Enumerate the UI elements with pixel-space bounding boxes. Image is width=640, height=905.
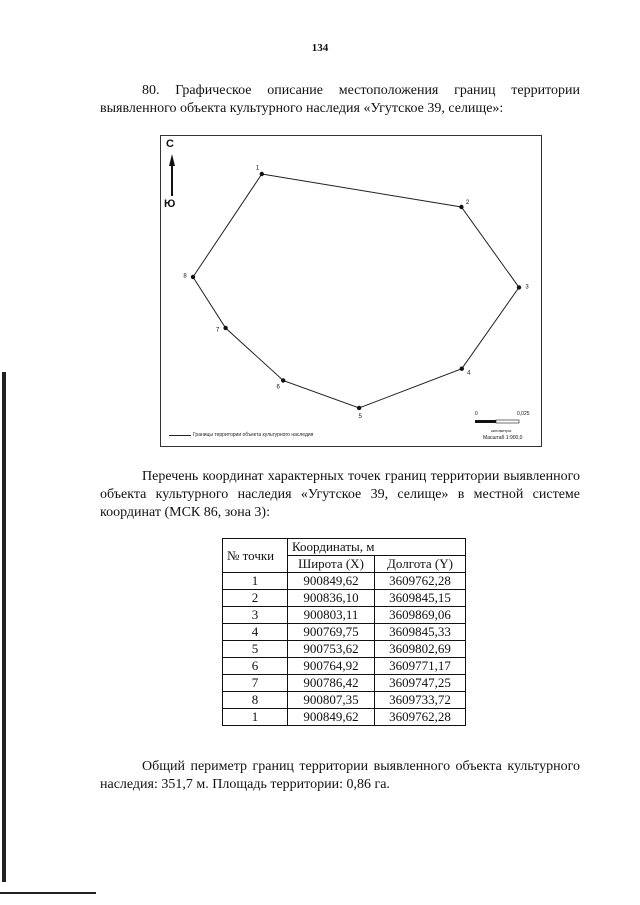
legend-text: Границы территории объекта культурного наследия	[193, 432, 314, 438]
table-row	[223, 709, 466, 726]
table-row	[223, 590, 466, 607]
cell-lon: 3609762,28	[375, 573, 466, 590]
boundary-point-1	[260, 172, 264, 176]
cell-lat: 900753,62	[288, 641, 375, 658]
cell-lon: 3609845,15	[375, 590, 466, 607]
cell-point: 4	[223, 624, 288, 641]
cell-lon: 3609747,25	[375, 675, 466, 692]
scale-end-label: 0,025	[517, 411, 530, 417]
col-header-lon: Долгота (Y)	[375, 556, 466, 573]
scale-bar-light	[496, 420, 519, 423]
coordinates-list-heading: Перечень координат характерных точек границ территории выявленного объекта культурного наследия «Угутское 39, селище» в местной системе координат (МСК 86, зона 3):	[100, 469, 580, 520]
boundary-point-label: 5	[358, 413, 362, 420]
scan-artifact-bottom-line	[0, 892, 96, 894]
table-row	[223, 573, 466, 590]
cell-point: 1	[223, 573, 288, 590]
cell-lon: 3609762,28	[375, 709, 466, 726]
cell-lat: 900849,62	[288, 709, 375, 726]
cell-point: 5	[223, 641, 288, 658]
scan-artifact-left-bar	[2, 372, 6, 882]
cell-point: 6	[223, 658, 288, 675]
table-header-row	[223, 539, 466, 556]
col-header-point: № точки	[223, 539, 288, 573]
scale-ratio-label: Масштаб 1:900,0	[483, 435, 523, 441]
boundary-point-label: 3	[525, 284, 529, 291]
page-number: 134	[311, 42, 329, 54]
cell-point: 7	[223, 675, 288, 692]
summary-paragraph: Общий периметр границ территории выявленного объекта культурного наследия: 351,7 м. Площадь территории: 0,86 га.	[100, 759, 580, 792]
scale-start-label: 0	[475, 411, 478, 417]
cell-lon: 3609869,06	[375, 607, 466, 624]
cell-lat: 900764,92	[288, 658, 375, 675]
table-row	[223, 624, 466, 641]
boundary-map-canvas	[161, 136, 541, 446]
cell-point: 3	[223, 607, 288, 624]
section-heading: 80. Графическое описание местоположения границ территории выявленного объекта культурного наследия «Угутское 39, селище»:	[100, 83, 580, 116]
cell-point: 1	[223, 709, 288, 726]
col-header-lat: Широта (X)	[288, 556, 375, 573]
table-row	[223, 658, 466, 675]
boundary-point-label: 4	[467, 370, 471, 377]
boundary-point-label: 2	[465, 199, 470, 206]
col-header-coords: Координаты, м	[288, 539, 466, 556]
cell-lat: 900803,11	[288, 607, 375, 624]
scale-bar-dark	[475, 420, 496, 423]
boundary-point-3	[517, 285, 521, 289]
map-legend	[169, 432, 313, 438]
cell-lon: 3609845,33	[375, 624, 466, 641]
boundary-point-6	[281, 378, 285, 382]
boundary-point-label: 1	[255, 165, 260, 172]
cell-lat: 900769,75	[288, 624, 375, 641]
boundary-point-4	[460, 367, 464, 371]
cell-lat: 900836,10	[288, 590, 375, 607]
cell-lon: 3609733,72	[375, 692, 466, 709]
cell-lat: 900849,62	[288, 573, 375, 590]
south-label: Ю	[164, 198, 176, 210]
cell-lon: 3609802,69	[375, 641, 466, 658]
boundary-point-label: 7	[216, 327, 220, 334]
cell-point: 2	[223, 590, 288, 607]
scale-unit-label: километры	[491, 428, 512, 433]
north-label: С	[166, 138, 174, 150]
boundary-point-label: 6	[276, 384, 280, 391]
boundary-point-2	[459, 205, 463, 209]
cell-lon: 3609771,17	[375, 658, 466, 675]
boundary-point-5	[357, 406, 361, 410]
table-row	[223, 692, 466, 709]
boundary-point-8	[191, 275, 195, 279]
coordinates-table	[222, 538, 466, 726]
table-row	[223, 641, 466, 658]
table-row	[223, 675, 466, 692]
cell-point: 8	[223, 692, 288, 709]
boundary-point-label: 8	[183, 273, 187, 280]
cell-lat: 900786,42	[288, 675, 375, 692]
boundary-map	[160, 135, 542, 447]
legend-line-swatch	[169, 435, 191, 436]
boundary-point-7	[223, 326, 227, 330]
table-row	[223, 607, 466, 624]
cell-lat: 900807,35	[288, 692, 375, 709]
